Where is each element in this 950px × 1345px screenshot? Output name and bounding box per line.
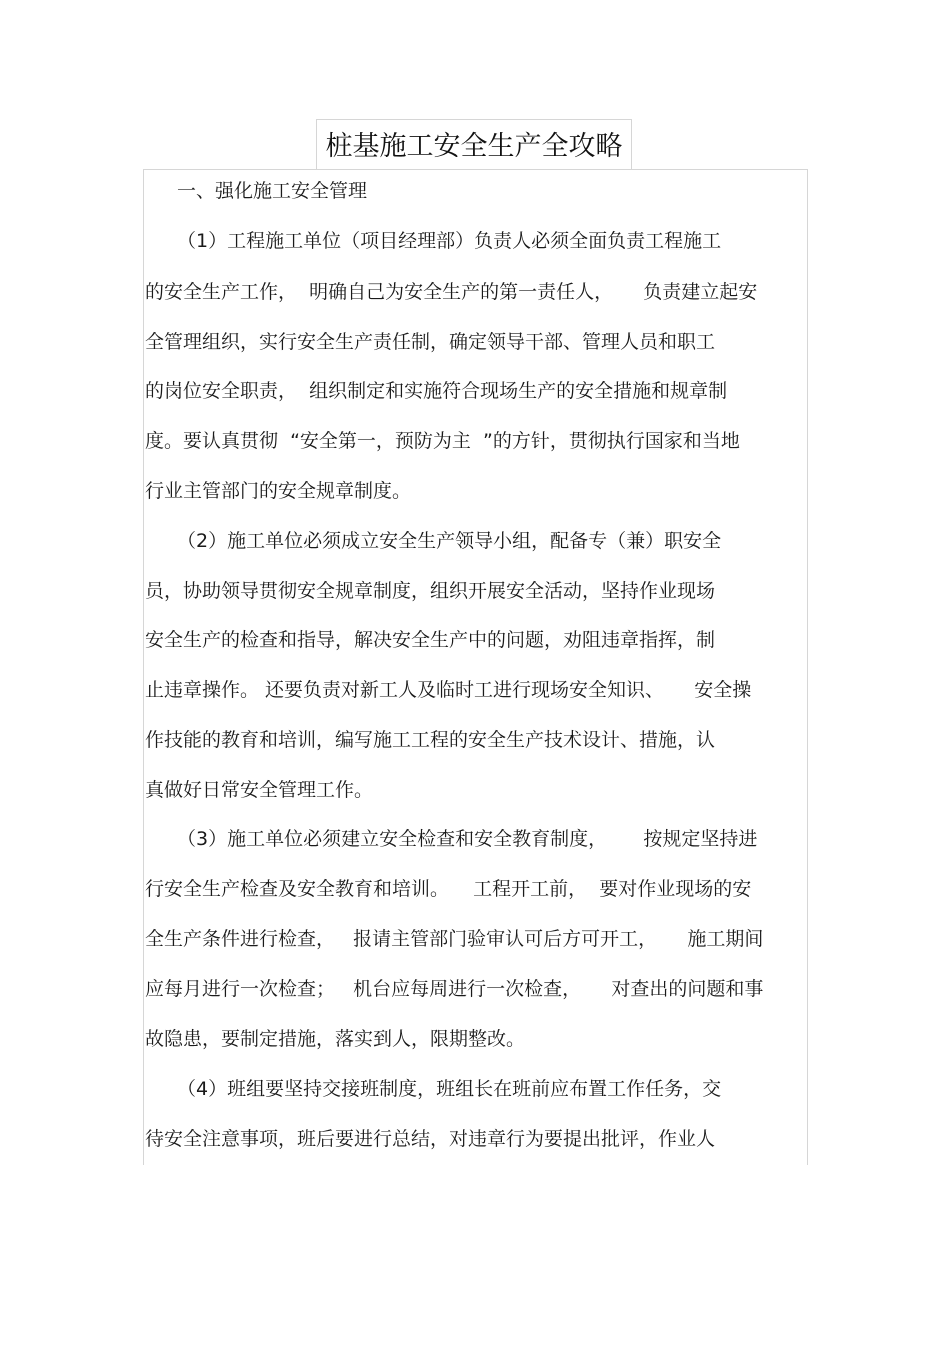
paragraph-line: 全生产条件进行检查， 报请主管部门验审认可后方可开工， 施工期间 <box>145 928 764 950</box>
paragraph-line: 度。要认真贯彻 “安全第一，预防为主 ”的方针，贯彻执行国家和当地 <box>145 430 740 452</box>
paragraph-line: 的岗位安全职责， 组织制定和实施符合现场生产的安全措施和规章制 <box>145 380 728 402</box>
paragraph-line: 安全生产的检查和指导，解决安全生产中的问题，劝阻违章指挥，制 <box>145 629 716 651</box>
section-heading: 一、强化施工安全管理 <box>177 180 368 202</box>
paragraph-line: 故隐患，要制定措施，落实到人，限期整改。 <box>145 1028 526 1050</box>
document-title: 桩基施工安全生产全攻略 <box>325 131 623 162</box>
paragraph-line: （4）班组要坚持交接班制度，班组长在班前应布置工作任务，交 <box>177 1078 722 1100</box>
paragraph-line: 行安全生产检查及安全教育和培训。 工程开工前， 要对作业现场的安 <box>145 878 752 900</box>
paragraph-line: 的安全生产工作， 明确自己为安全生产的第一责任人， 负责建立起安 <box>145 281 758 303</box>
title-frame <box>316 119 632 169</box>
paragraph-line: （2）施工单位必须成立安全生产领导小组，配备专（兼）职安全 <box>177 530 722 552</box>
paragraph-line: （1）工程施工单位（项目经理部）负责人必须全面负责工程施工 <box>177 230 722 252</box>
paragraph-line: 待安全注意事项，班后要进行总结，对违章行为要提出批评，作业人 <box>145 1128 716 1150</box>
paragraph-line: 全管理组织，实行安全生产责任制，确定领导干部、管理人员和职工 <box>145 331 716 353</box>
paragraph-line: （3）施工单位必须建立安全检查和安全教育制度， 按规定坚持进 <box>177 828 758 850</box>
paragraph-line: 止违章操作。 还要负责对新工人及临时工进行现场安全知识、 安全操 <box>145 679 752 701</box>
paragraph-line: 真做好日常安全管理工作。 <box>145 779 374 801</box>
paragraph-line: 行业主管部门的安全规章制度。 <box>145 480 412 502</box>
content-frame <box>143 169 808 1165</box>
paragraph-line: 应每月进行一次检查； 机台应每周进行一次检查， 对查出的问题和事 <box>145 978 764 1000</box>
paragraph-line: 作技能的教育和培训，编写施工工程的安全生产技术设计、措施，认 <box>145 729 716 751</box>
paragraph-line: 员，协助领导贯彻安全规章制度，组织开展安全活动，坚持作业现场 <box>145 580 716 602</box>
